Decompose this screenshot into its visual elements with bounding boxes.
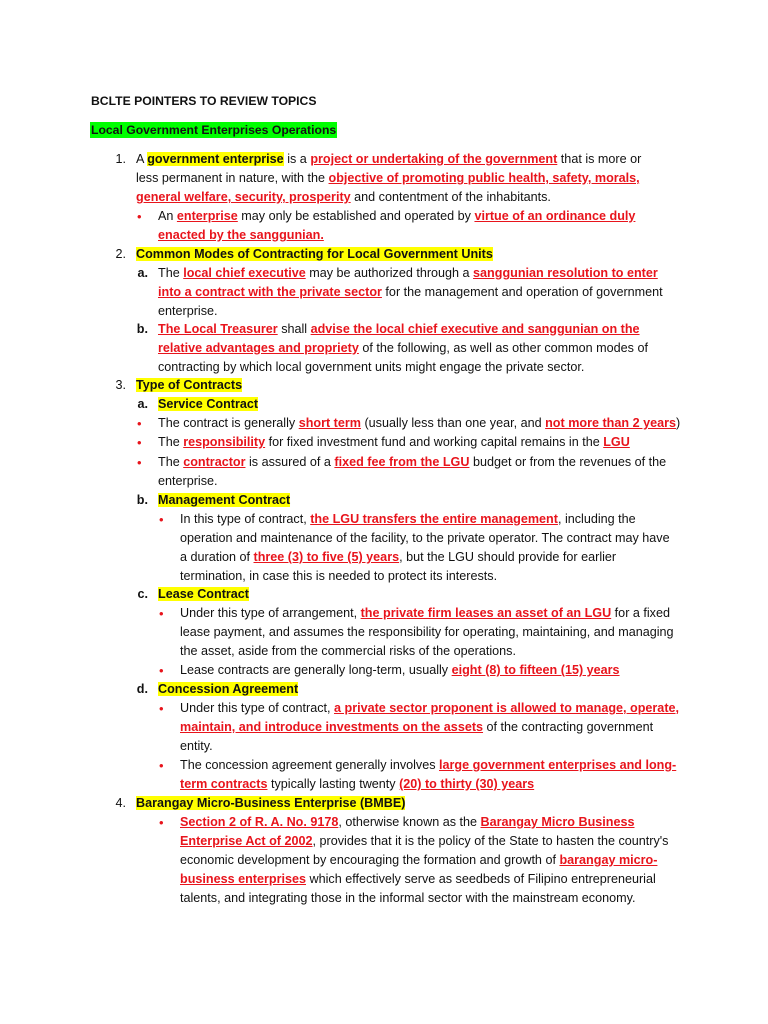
keyword: contractor — [183, 455, 246, 469]
item-3d-heading: Concession Agreement — [158, 682, 299, 696]
item-3a-bullet-1: The contract is generally short term (usually less than one year, and not more than 2 years) — [158, 416, 681, 430]
keyword: eight (8) to fifteen (15) years — [451, 663, 620, 677]
section-title: Local Government Enterprises Operations — [91, 123, 337, 137]
document-title: BCLTE POINTERS TO REVIEW TOPICS — [91, 94, 317, 108]
bullet-icon: • — [137, 209, 142, 224]
keyword: three (3) to five (5) years — [253, 550, 400, 564]
bullet-icon: • — [159, 606, 164, 621]
item-3a-bullet-2: The responsibility for fixed investment fund and working capital remains in the LGU — [158, 435, 630, 449]
item-3c-heading: Lease Contract — [158, 587, 249, 601]
item-4-bullet-1: Section 2 of R. A. No. 9178, otherwise known as the Barangay Micro Business Enterprise Act of 2002, provides that it is the policy of the State to hasten the country's economic development by encouraging the formation and growth of barangay micro-business enterprises which effectively serve as seedbeds of Filipino entrepreneurial talents, and integrating those in the informal sector with the mainstream economy. — [180, 815, 669, 905]
bullet-icon: • — [137, 416, 142, 431]
item-3d-bullet-1: Under this type of contract, a private sector proponent is allowed to manage, operate, maintain, and introduce investments on the assets of the contracting government entity. — [180, 701, 680, 753]
keyword: fixed fee from the LGU — [334, 455, 470, 469]
item-1-text: A government enterprise is a project or undertaking of the government that is more or less permanent in nature, with the objective of promoting public health, safety, morals, general welfare, security, prosperity and contentment of the inhabitants. — [136, 152, 642, 204]
item-2b-text: The Local Treasurer shall advise the local chief executive and sanggunian on the relative advantages and propriety of the following, as well as other common modes of contracting by which local government units might engage the private sector. — [158, 322, 648, 374]
bullet-icon: • — [159, 512, 164, 527]
item-3b-marker: b. — [136, 493, 148, 507]
item-3d-bullet-2: The concession agreement generally involves large government enterprises and long-term contracts typically lasting twenty (20) to thirty (30) years — [180, 758, 677, 791]
item-3a-heading: Service Contract — [158, 397, 259, 411]
item-1-bullet: An enterprise may only be established and operated by virtue of an ordinance duly enacted by the sanggunian. — [158, 209, 636, 242]
keyword: The Local Treasurer — [158, 322, 278, 336]
keyword: the LGU transfers the entire management — [310, 512, 558, 526]
keyword: a private sector proponent is allowed to manage, operate, maintain, and introduce investments on the assets — [180, 701, 680, 734]
bullet-icon: • — [159, 758, 164, 773]
item-3a-bullet-3: The contractor is assured of a fixed fee from the LGU budget or from the revenues of the enterprise. — [158, 455, 667, 488]
item-3c-bullet-2: Lease contracts are generally long-term, usually eight (8) to fifteen (15) years — [180, 663, 620, 677]
keyword: project or undertaking of the government — [310, 152, 558, 166]
keyword: short term — [298, 416, 361, 430]
keyword: sanggunian resolution to enter into a contract with the private sector — [158, 266, 658, 299]
keyword: LGU — [603, 435, 630, 449]
item-2-number: 2. — [115, 247, 126, 261]
keyword: Section 2 of R. A. No. 9178 — [180, 815, 339, 829]
keyword: enterprise — [176, 209, 238, 223]
item-3b-heading: Management Contract — [158, 493, 291, 507]
keyword: the private firm leases an asset of an LGU — [360, 606, 612, 620]
item-3c-bullet-1: Under this type of arrangement, the private firm leases an asset of an LGU for a fixed lease payment, and assumes the responsibility for operating, maintaining, and managing the asset, aside from the commercial risks of the operations. — [180, 606, 674, 658]
keyword: advise the local chief executive and sanggunian on the relative advantages and propriety — [158, 322, 640, 355]
keyword: not more than 2 years — [545, 416, 676, 430]
keyword: objective of promoting public health, safety, morals, general welfare, security, prosperity — [136, 171, 640, 204]
keyword: (20) to thirty (30) years — [399, 777, 535, 791]
keyword: local chief executive — [183, 266, 306, 280]
item-3b-bullet-1: In this type of contract, the LGU transfers the entire management, including the operation and maintenance of the facility, to the private operator. The contract may have a duration of three (3) to five (5) years, but the LGU should provide for earlier termination, in case this is needed to protect its interests. — [180, 512, 670, 583]
keyword: virtue of an ordinance duly enacted by the sanggunian. — [158, 209, 636, 242]
keyword: Barangay Micro Business Enterprise Act of 2002 — [180, 815, 635, 848]
item-1-number: 1. — [115, 152, 126, 166]
item-4-number: 4. — [115, 796, 126, 810]
item-2-heading: Common Modes of Contracting for Local Government Units — [136, 247, 493, 261]
bullet-icon: • — [137, 435, 142, 450]
keyword: large government enterprises and long-term contracts — [180, 758, 677, 791]
item-3-heading: Type of Contracts — [136, 378, 243, 392]
item-2a-text: The local chief executive may be authorized through a sanggunian resolution to enter into a contract with the private sector for the management and operation of government enterprise. — [158, 266, 663, 318]
item-4-heading: Barangay Micro-Business Enterprise (BMBE) — [136, 796, 406, 810]
item-3c-marker: c. — [137, 587, 148, 601]
item-3d-marker: d. — [136, 682, 148, 696]
bullet-icon: • — [159, 815, 164, 830]
bullet-icon: • — [159, 663, 164, 678]
keyword: government enterprise — [147, 152, 284, 166]
bullet-icon: • — [159, 701, 164, 716]
item-3a-marker: a. — [137, 397, 148, 411]
item-2b-marker: b. — [136, 322, 148, 336]
item-2a-marker: a. — [137, 266, 148, 280]
bullet-icon: • — [137, 455, 142, 470]
item-3-number: 3. — [115, 378, 126, 392]
keyword: barangay micro-business enterprises — [180, 853, 658, 886]
keyword: responsibility — [183, 435, 266, 449]
